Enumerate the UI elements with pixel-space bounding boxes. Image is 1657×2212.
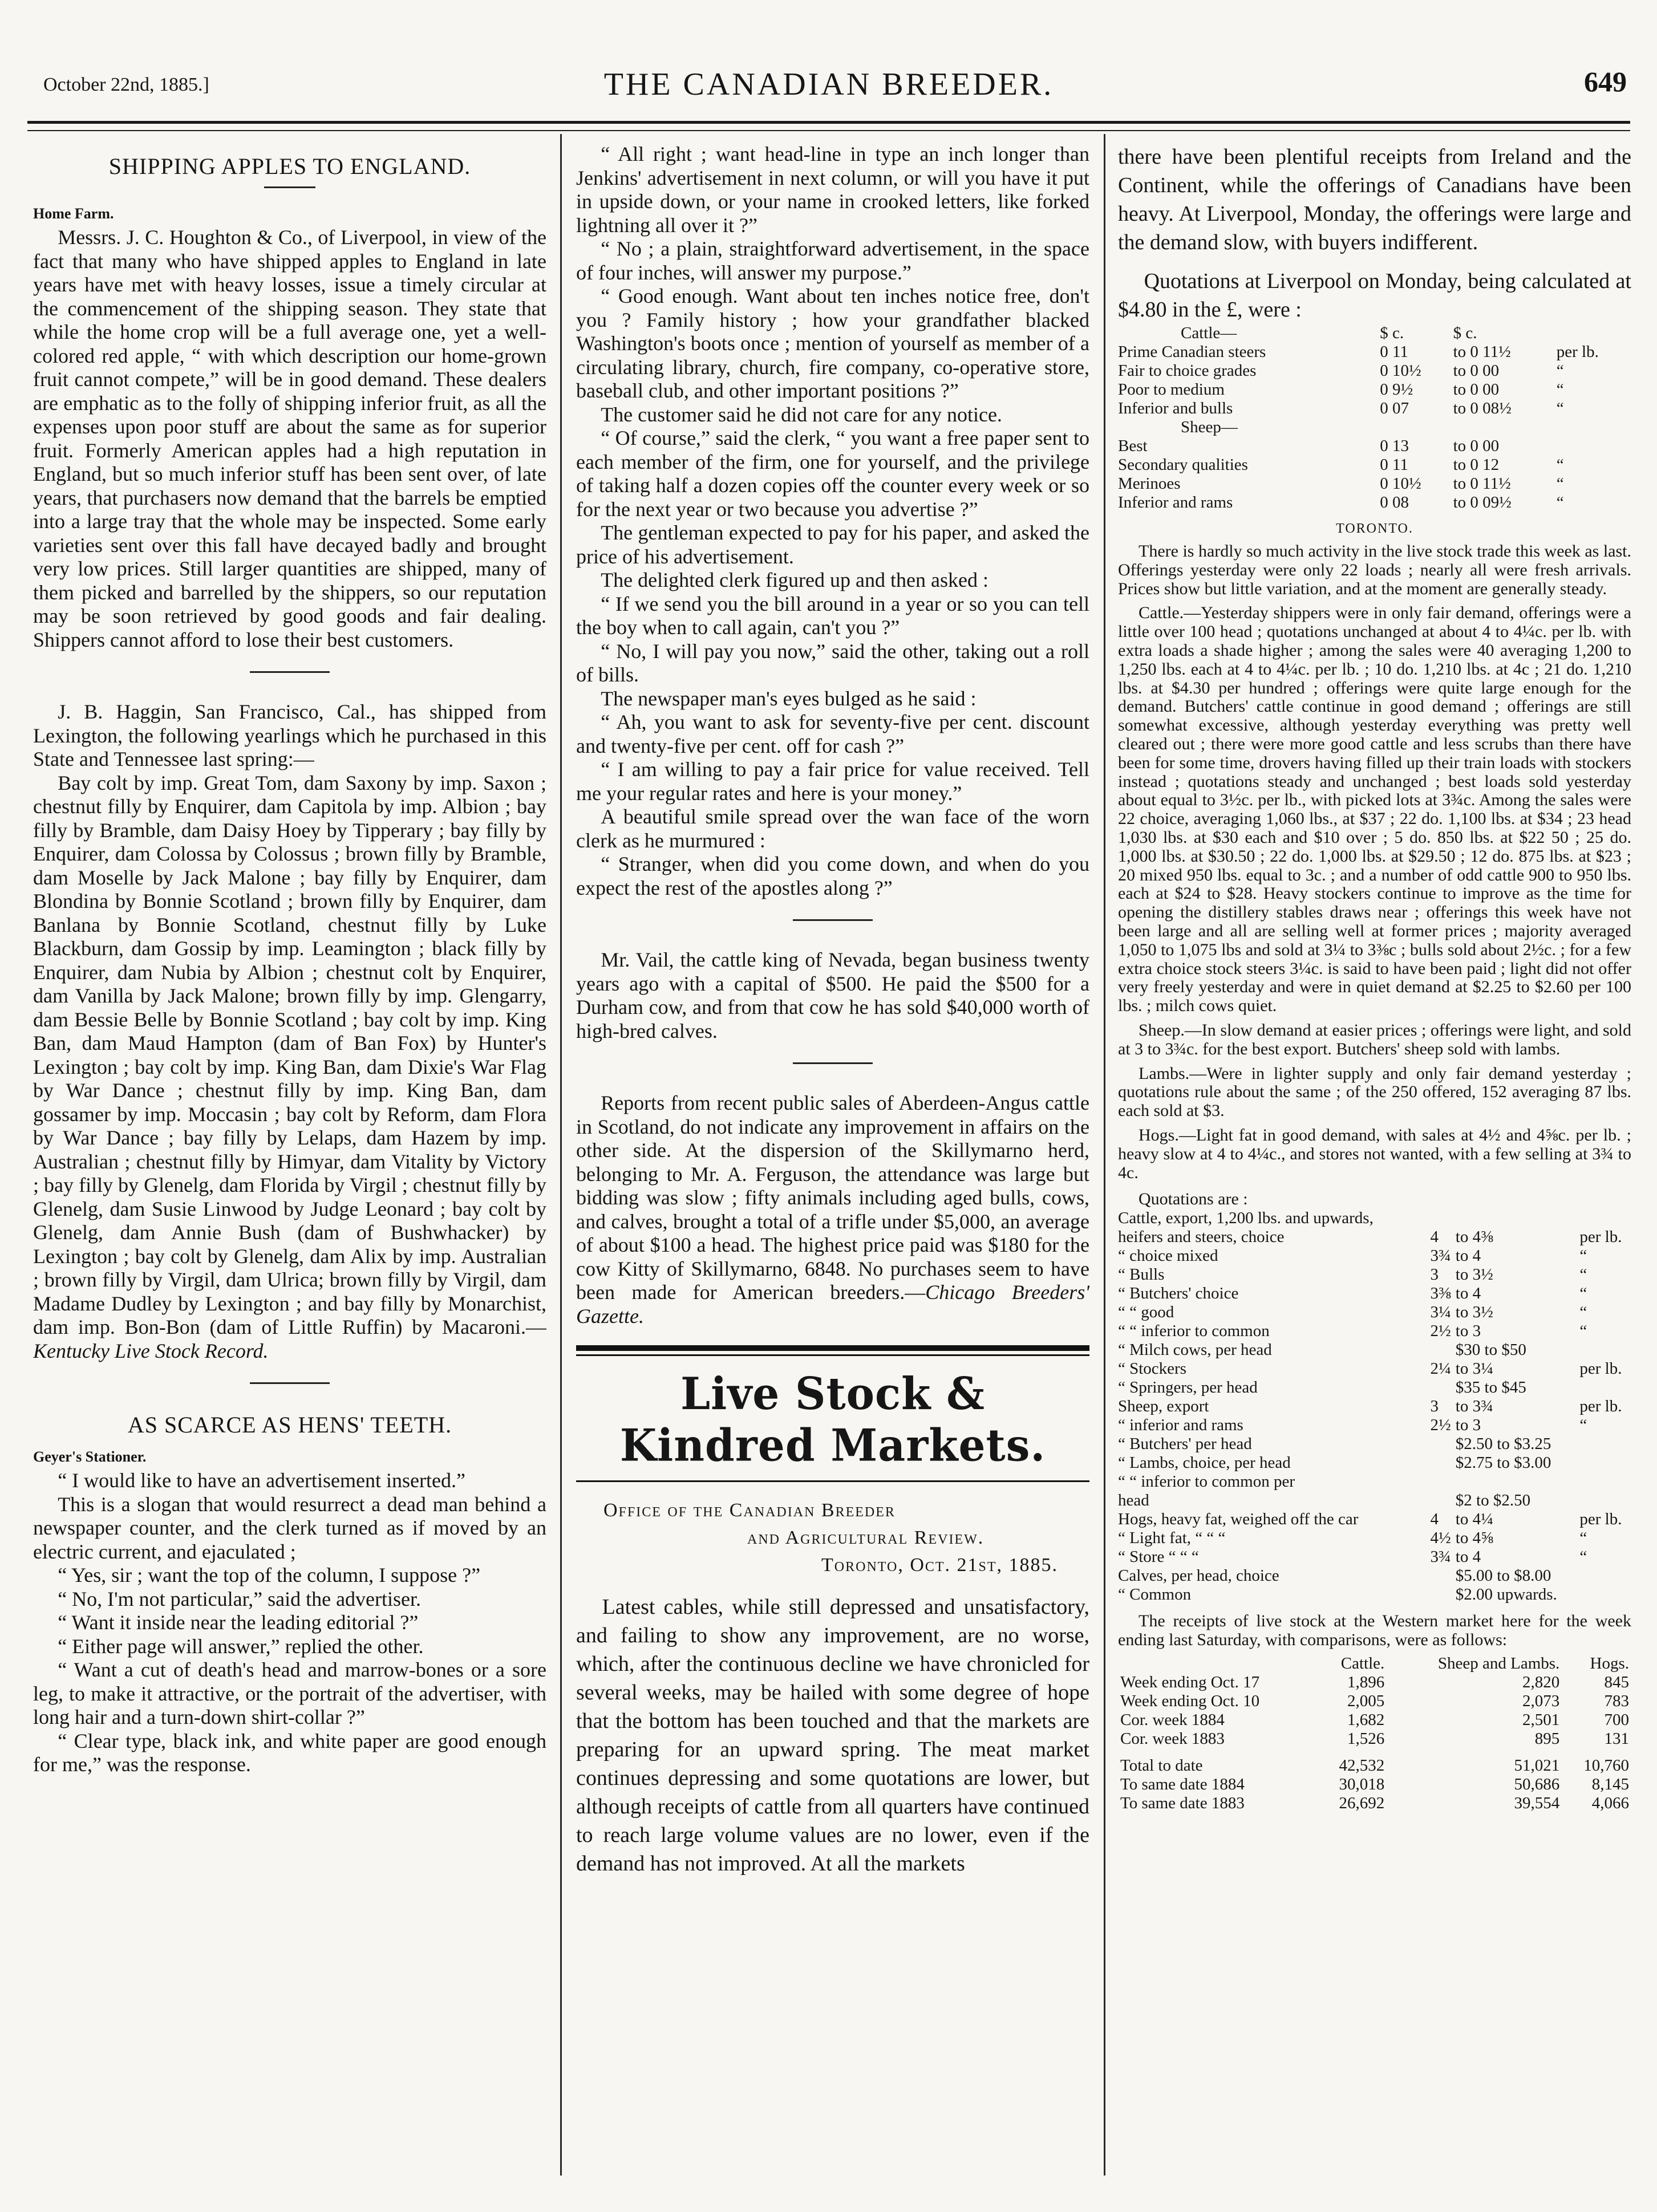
- table-cell: [1430, 1341, 1455, 1359]
- table-row: [1118, 1378, 1631, 1397]
- table-cell: “: [1556, 380, 1564, 399]
- article-paragraph: there have been plentiful receipts from Ireland and the Continent, while the offerings of Canadians have been heavy. At Liverpool, Monday, the offerings were large and the demand slow, with buyers indifferent.: [1118, 145, 1631, 254]
- table-row: [1118, 1585, 1631, 1604]
- column-divider: [560, 134, 562, 2176]
- table-cell: to 0 00: [1453, 362, 1500, 380]
- column-1: [33, 143, 546, 2173]
- table-cell: “: [1556, 399, 1564, 417]
- table-cell: “: [1556, 456, 1564, 474]
- article-source: Home Farm.: [33, 205, 114, 222]
- table-cell: Cattle, export, 1,200 lbs. and upwards,: [1118, 1209, 1374, 1228]
- table-cell: 3: [1430, 1397, 1439, 1416]
- table-cell: 1,526: [1347, 1729, 1385, 1748]
- table-cell: 3¾: [1430, 1247, 1451, 1265]
- table-cell: $ c.: [1453, 324, 1477, 342]
- table-row: [1118, 1673, 1631, 1692]
- article-paragraph: Latest cables, while still depressed and unsatisfactory, and failing to show any improvement, are no worse, which, after the continuous decline we have chronicled for several weeks, may be hailed with some degree of hope that the bottom has been touched and that the markets are preparing for an upward spring. The meat market continues depressing and some quotations are lower, but although receipts of cattle from all quarters have continued to reach large volume values are no lower, even if the demand has not improved. At all the markets: [576, 1595, 1089, 1876]
- table-cell: to 0 12: [1453, 456, 1500, 474]
- article-paragraph: [33, 772, 546, 1363]
- section-rule: [250, 1382, 330, 1384]
- table-cell: to 0 09½: [1453, 493, 1512, 512]
- table-cell: “: [1579, 1548, 1587, 1566]
- table-cell: 2,501: [1522, 1710, 1560, 1729]
- table-row: [1118, 1566, 1631, 1585]
- table-cell: [1456, 1209, 1580, 1228]
- table-row: [1118, 1711, 1631, 1730]
- dialogue-line: “ No ; a plain, straightforward advertisement, in the space of four inches, will answer my purpose.”: [576, 237, 1089, 284]
- section-rule: [793, 1062, 873, 1064]
- market-report: There is hardly so much activity in the live stock trade this week as last. Offerings yesterday were only 22 loads ; nearly all were fresh arrivals. Prices show but little variation, and at the moment are generally steady.: [1118, 542, 1631, 598]
- table-cell: [1118, 1654, 1318, 1673]
- table-row: [1118, 1416, 1631, 1435]
- table-cell: “ Springers, per head: [1118, 1378, 1258, 1397]
- table-cell: per lb.: [1579, 1397, 1622, 1416]
- table-cell: Cor. week 1884: [1120, 1710, 1225, 1729]
- table-cell: Inferior and rams: [1118, 493, 1233, 512]
- table-cell: Best: [1118, 437, 1148, 455]
- table-cell: 0 11: [1380, 343, 1408, 361]
- table-cell: “ Butchers' per head: [1118, 1435, 1252, 1454]
- section-heavy-rule: [576, 1345, 1089, 1351]
- dialogue-line: “ Want a cut of death's head and marrow-bones or a sore leg, to make it attractive, or the portrait of the advertiser, with long hair and a turn-down shirt-collar ?”: [33, 1658, 546, 1728]
- table-row: [1118, 456, 1631, 474]
- dialogue-line: The delighted clerk figured up and then asked :: [601, 569, 988, 591]
- table-cell: [1430, 1472, 1455, 1491]
- table-cell: to 0 11½: [1453, 474, 1511, 493]
- table-cell: “: [1579, 1416, 1587, 1435]
- table-cell: 10,760: [1583, 1756, 1629, 1775]
- table-cell: head: [1118, 1491, 1149, 1510]
- table-cell: [1557, 437, 1631, 456]
- table-cell: 3⅜: [1430, 1284, 1451, 1303]
- table-cell: 4½: [1430, 1529, 1451, 1548]
- table-cell: “: [1579, 1529, 1587, 1548]
- article-headline: SHIPPING APPLES TO ENGLAND.: [108, 153, 471, 179]
- table-header-row: [1118, 324, 1631, 343]
- table-cell: to 4: [1455, 1247, 1481, 1265]
- office-line: and Agricultural Review.: [747, 1527, 985, 1548]
- table-cell: [1456, 1472, 1580, 1491]
- table-cell: Merinoes: [1118, 474, 1181, 493]
- table-cell: per lb.: [1556, 343, 1599, 361]
- column-3: [1118, 143, 1631, 2173]
- article-headline: AS SCARCE AS HENS' TEETH.: [127, 1412, 452, 1438]
- table-cell: Sheep, export: [1118, 1397, 1209, 1416]
- table-cell: 895: [1534, 1729, 1560, 1748]
- table-cell: [1430, 1566, 1455, 1585]
- article-paragraph: Messrs. J. C. Houghton & Co., of Liverpool, in view of the fact that many who have shipped apples to England in late years have met with heavy losses, issue a timely circular at the commencement of the shipping season. They state that while the home crop will be a full average one, yet a well-colored red apple, “ with which description our home-grown fruit cannot compete,” will be in good demand. These dealers are emphatic as to the folly of shipping inferior fruit, as all the expenses upon poor stuff are about the same as for superior fruit. Formerly American apples had a high reputation in England, but so much inferior stuff has been sent over, of late years, that purchasers now demand that the barrels be emptied into a large tray that the whole may be inspected. Some early varieties sent over this fall have decayed badly and brought very low prices. Still larger quantities are shipped, many of them picked and barrelled by the shippers, so our reputation may be soon retrieved by good goods and fair dealing. Shippers cannot afford to lose their best customers.: [33, 226, 546, 651]
- table-cell: “ Butchers' choice: [1118, 1284, 1239, 1303]
- table-cell: 0 11: [1380, 456, 1408, 474]
- table-cell: “ Store “ “ “: [1118, 1548, 1199, 1566]
- table-total-row: [1118, 1794, 1631, 1813]
- table-cell: “ Milch cows, per head: [1118, 1341, 1272, 1359]
- table-cell: 0 08: [1380, 493, 1409, 512]
- dialogue-line: “ No, I will pay you now,” said the other, taking out a roll of bills.: [576, 639, 1089, 686]
- table-cell: to 3: [1455, 1322, 1481, 1341]
- table-cell: Cattle.: [1340, 1654, 1385, 1673]
- table-cell: to 3½: [1455, 1265, 1493, 1284]
- table-cell: [1430, 1491, 1455, 1510]
- dialogue-line: “ Want it inside near the leading editorial ?”: [58, 1611, 419, 1634]
- table-row: [1118, 362, 1631, 380]
- table-cell: Fair to choice grades: [1118, 362, 1257, 380]
- table-cell: [1579, 1491, 1631, 1510]
- table-cell: to 3¼: [1455, 1359, 1493, 1378]
- table-cell: 30,018: [1339, 1775, 1385, 1793]
- table-cell: “: [1579, 1265, 1587, 1284]
- table-cell: $2 to $2.50: [1455, 1491, 1531, 1510]
- table-cell: $2.50 to $3.25: [1455, 1435, 1551, 1454]
- table-cell: Sheep and Lambs.: [1437, 1654, 1560, 1673]
- table-cell: “: [1556, 362, 1564, 380]
- table-cell: [1579, 1472, 1631, 1491]
- table-cell: 2¼: [1430, 1359, 1451, 1378]
- table-header-row: [1118, 1654, 1631, 1673]
- markets-section-title: Live Stock & Kindred Markets.: [619, 1368, 1046, 1472]
- table-cell: 4: [1430, 1510, 1439, 1529]
- table-cell: 0 07: [1380, 399, 1409, 417]
- table-row: [1118, 1491, 1631, 1510]
- table-cell: 2,820: [1522, 1673, 1560, 1691]
- dialogue-line: The customer said he did not care for any notice.: [601, 403, 1002, 426]
- article-source: Geyer's Stationer.: [33, 1448, 147, 1465]
- table-cell: $30 to $50: [1455, 1341, 1526, 1359]
- table-cell: $2.75 to $3.00: [1455, 1454, 1551, 1472]
- table-cell: 1,682: [1347, 1710, 1385, 1729]
- table-cell: $35 to $45: [1455, 1378, 1526, 1397]
- dialogue-line: “ I am willing to pay a fair price for value received. Tell me your regular rates and here is your money.”: [576, 758, 1089, 805]
- table-cell: “ Bulls: [1118, 1265, 1165, 1284]
- office-dateline: [576, 1497, 1089, 1579]
- table-cell: 8,145: [1591, 1775, 1629, 1793]
- table-cell: per lb.: [1579, 1510, 1622, 1529]
- table-cell: “: [1579, 1303, 1587, 1322]
- yearlings-list: Bay colt by imp. Great Tom, dam Saxony by imp. Saxon ; chestnut filly by Enquirer, dam Capitola by imp. Albion ; bay filly by Bramble, dam Daisy Hoey by Tipperary ; bay filly by Enquirer, dam Colossa by Colossus ; brown filly by Bramble, dam Moselle by Jack Malone ; bay filly by Enquirer, dam Blondina by Bonnie Scotland ; brown filly by Enquirer, dam Banlana by Bonnie Scotland, chestnut filly by Luke Blackburn, dam Gossip by imp. Leamington ; black filly by Enquirer, dam Nubia by Albion ; chestnut colt by Enquirer, dam Vanilla by Jack Malone; brown filly by imp. Glengarry, dam Bessie Belle by Bonnie Scotland ; bay colt by imp. King Ban, dam Maud Hampton (dam of Ban Fox) by Hunter's Lexington ; bay colt by imp. King Ban, dam Dixie's War Flag by War Dance ; chestnut filly by imp. King Ban, dam gossamer by imp. Moccasin ; bay colt by Reform, dam Flora by War Dance ; bay filly by Lelaps, dam Hazem by imp. Australian ; chestnut filly by Himyar, dam Vitality by Victory ; bay filly by Glenelg, dam Florida by Virgil ; chestnut filly by Glenelg, dam Susie Linwood by Judge Leonard ; bay colt by Glenelg, dam Annie Bush (dam of Bushwhacker) by Lexington ; bay colt by Glenelg, dam Alix by imp. Australian ; brown filly by Virgil, dam Ulrica; brown filly by Virgil, dam Madame Dudley by Lexington ; and bay filly by Monarchist, dam imp. Bon-Bon (dam of Little Ruffin) by Macaroni.—: [33, 771, 546, 1338]
- page-header: [27, 62, 1630, 119]
- table-cell: 0 13: [1380, 437, 1409, 455]
- table-cell: 4,066: [1591, 1793, 1629, 1812]
- table-cell: 50,686: [1514, 1775, 1560, 1793]
- table-row: [1118, 1209, 1631, 1228]
- table-cell: 42,532: [1339, 1756, 1385, 1775]
- table-cell: 3: [1430, 1265, 1439, 1284]
- table-cell: 2½: [1430, 1322, 1451, 1341]
- table-row: [1118, 1303, 1631, 1322]
- subsection-heading: TORONTO.: [1336, 521, 1413, 536]
- table-row: [1118, 399, 1631, 418]
- table-cell: 2,073: [1522, 1691, 1560, 1710]
- toronto-quotations-table: [1118, 1209, 1631, 1604]
- section-thin-rule: [576, 1354, 1089, 1356]
- table-cell: “ “ good: [1118, 1303, 1174, 1322]
- table-row: [1118, 1397, 1631, 1416]
- table-cell: [1430, 1209, 1455, 1228]
- table-cell: 1,896: [1347, 1673, 1385, 1691]
- dialogue-line: “ Clear type, black ink, and white paper are good enough for me,” was the response.: [33, 1729, 546, 1776]
- table-cell: Inferior and bulls: [1118, 399, 1233, 417]
- table-cell: To same date 1883: [1120, 1793, 1245, 1812]
- issue-date: October 22nd, 1885.]: [43, 74, 209, 95]
- article-paragraph: Mr. Vail, the cattle king of Nevada, began business twenty years ago with a capital of $500. He paid the $500 for a Durham cow, and from that cow he has sold $40,000 worth of high-bred calves.: [576, 948, 1089, 1042]
- header-rule: [27, 121, 1630, 124]
- table-cell: 845: [1604, 1673, 1629, 1691]
- table-cell: Prime Canadian steers: [1118, 343, 1266, 361]
- table-cell: Poor to medium: [1118, 380, 1225, 399]
- table-cell: [1430, 1585, 1455, 1604]
- page-number: 649: [1584, 66, 1627, 98]
- receipts-table: [1118, 1654, 1631, 1813]
- table-cell: to 4: [1455, 1548, 1481, 1566]
- table-cell: Hogs.: [1590, 1654, 1629, 1673]
- table-cell: “: [1579, 1322, 1587, 1341]
- table-row: [1118, 474, 1631, 493]
- table-cell: per lb.: [1579, 1359, 1622, 1378]
- table-cell: “ Lambs, choice, per head: [1118, 1454, 1291, 1472]
- table-cell: 39,554: [1514, 1793, 1560, 1812]
- table-cell: to 0 08½: [1453, 399, 1512, 417]
- table-row: [1118, 343, 1631, 362]
- table-cell: 0 10½: [1380, 362, 1421, 380]
- dialogue-line: The newspaper man's eyes bulged as he said :: [601, 687, 977, 710]
- table-row: [1118, 1730, 1631, 1748]
- table-cell: 2,005: [1347, 1691, 1385, 1710]
- table-cell: 131: [1604, 1729, 1629, 1748]
- dialogue-line: “ Ah, you want to ask for seventy-five per cent. discount and twenty-five per cent. off for cash ?”: [576, 711, 1089, 757]
- table-cell: 0 9½: [1380, 380, 1413, 399]
- table-cell: heifers and steers, choice: [1118, 1228, 1285, 1247]
- table-row: [1118, 1284, 1631, 1303]
- source-citation: Kentucky Live Stock Record.: [33, 1339, 269, 1362]
- table-row: [1118, 1472, 1631, 1491]
- table-cell: 700: [1604, 1710, 1629, 1729]
- table-cell: To same date 1884: [1120, 1775, 1245, 1793]
- table-cell: [1579, 1341, 1631, 1359]
- table-cell: per lb.: [1579, 1228, 1622, 1247]
- table-cell: to 0 00: [1453, 380, 1500, 399]
- dialogue-line: “ Yes, sir ; want the top of the column, I suppose ?”: [58, 1564, 481, 1586]
- table-cell: 3¾: [1430, 1548, 1451, 1566]
- section-rule: [793, 919, 873, 921]
- header-rule-thin: [27, 130, 1630, 131]
- table-cell: $2.00 upwards.: [1455, 1585, 1557, 1604]
- section-thin-rule: [576, 1480, 1089, 1482]
- dialogue-line: “ No, I'm not particular,” said the advertiser.: [58, 1587, 422, 1610]
- table-row: [1118, 1692, 1631, 1711]
- dialogue-line: “ If we send you the bill around in a year or so you can tell the boy when to call again, can't you ?”: [576, 592, 1089, 639]
- table-cell: Cor. week 1883: [1120, 1729, 1225, 1748]
- article-paragraph: J. B. Haggin, San Francisco, Cal., has shipped from Lexington, the following yearlings which he purchased in this State and Tennessee last spring:—: [33, 700, 546, 770]
- dialogue-line: A beautiful smile spread over the wan face of the worn clerk as he murmured :: [576, 805, 1089, 852]
- table-cell: to 3: [1455, 1416, 1481, 1435]
- table-row: [1118, 493, 1631, 512]
- liverpool-quotations-table: [1118, 324, 1631, 512]
- table-cell: Hogs, heavy fat, weighed off the car: [1118, 1510, 1359, 1529]
- table-cell: [1579, 1585, 1631, 1604]
- table-row: [1118, 1247, 1631, 1265]
- column-2: [576, 143, 1089, 2173]
- column-divider: [1104, 134, 1105, 2176]
- table-row: [1118, 1341, 1631, 1359]
- table-cell: [1430, 1454, 1455, 1472]
- table-cell: “ Light fat, “ “ “: [1118, 1529, 1226, 1548]
- receipts-intro: The receipts of live stock at the Western market here for the week ending last Saturday, with comparisons, were as follows:: [1118, 1612, 1631, 1649]
- table-cell: $ c.: [1380, 324, 1404, 342]
- aberdeen-report: Reports from recent public sales of Aberdeen-Angus cattle in Scotland, do not indicate any improvement in affairs on the other side. At the dispersion of the Skillymarno herd, belonging to Mr. A. Ferguson, the attendance was large but bidding was slow ; fifty animals including aged bulls, cows, and calves, brought a total of a trifle under $5,000, an average of about $100 a head. The highest price paid was $180 for the cow Kitty of Skillymarno, 6848. No purchases seem to have been made for American breeders.—: [576, 1091, 1089, 1304]
- headline-rule: [264, 186, 315, 188]
- table-cell: 51,021: [1514, 1756, 1560, 1775]
- table-row: [1118, 1435, 1631, 1454]
- table-cell: Secondary qualities: [1118, 456, 1248, 474]
- table-row: [1118, 1548, 1631, 1566]
- table-cell: 4: [1430, 1228, 1439, 1247]
- table-row: [1118, 1454, 1631, 1472]
- table-cell: “ “ inferior to common per: [1118, 1472, 1295, 1491]
- masthead-title: THE CANADIAN BREEDER.: [603, 67, 1054, 102]
- table-cell: “: [1556, 493, 1564, 512]
- dialogue-line: “ Either page will answer,” replied the other.: [58, 1634, 424, 1658]
- table-cell: [1430, 1435, 1455, 1454]
- table-cell: to 4⅜: [1455, 1228, 1493, 1247]
- table-cell: to 4: [1455, 1284, 1481, 1303]
- table-cell: [1579, 1209, 1631, 1228]
- dialogue-line: “ Stranger, when did you come down, and when do you expect the rest of the apostles along ?”: [576, 853, 1089, 899]
- table-cell: $5.00 to $8.00: [1455, 1566, 1551, 1585]
- table-cell: “ Stockers: [1118, 1359, 1186, 1378]
- market-report: Lambs.—Were in lighter supply and only fair demand yesterday ; quotations rule about the same ; of the 250 offered, 152 averaging 87 lbs. each sold at $3.: [1118, 1064, 1631, 1121]
- table-header-row: [1118, 418, 1631, 437]
- dialogue-line: The gentleman expected to pay for his paper, and asked the price of his advertisement.: [576, 521, 1089, 568]
- source-citation: Chicago Breeders' Gazette.: [576, 1281, 1089, 1328]
- table-cell: “: [1556, 474, 1564, 493]
- table-cell: to 3½: [1455, 1303, 1493, 1322]
- dialogue-line: “ All right ; want head-line in type an inch longer than Jenkins' advertisement in next column, or will you have it put in upside down, or your name in crooked letters, like forked lightning all over it ?”: [576, 143, 1089, 237]
- market-report: Cattle.—Yesterday shippers were in only fair demand, offerings were a little over 100 head ; quotations unchanged at about 4 to 4¼c. per lb. with extra loads a shade higher ; among the sales were 40 averaging 1,200 to 1,250 lbs. each at 4 to 4¼c. per lb. ; 10 do. 1,210 lbs. at 4c ; 21 do. 1,210 lbs. at $4.30 per hundred ; offerings were quite large enough for the demand. Butchers' cattle continue in good demand ; offerings are still somewhat excessive, although yesterday everything was pretty well cleared out ; there were more good cattle and less scrubs than there have been for some time, drovers having filled up their train loads with stockers instead ; quotations steady and unchanged ; best loads sold yesterday about equal to 3½c. per lb., with picked lots at 3¾c. Among the sales were 22 choice, averaging 1,060 lbs., at $37 ; 22 do. 1,100 lbs. at $34 ; 23 head 1,030 lbs. at $30 each and $10 over ; 5 do. 850 lbs. at $22 50 ; 25 do. 1,000 lbs. at $30.50 ; 22 do. 1,000 lbs. at $29.50 ; 12 do. 875 lbs. at $23 ; 20 mixed 950 lbs. equal to 3c. ; and a number of odd cattle 900 to 950 lbs. each at $24 to $28. Heavy stockers continue to improve as the time for opening the distillery stables draws near ; offerings this week have not been large and all are selling well at former prices ; majority averaged 1,050 to 1,075 lbs and sold at 3¼ to 3⅜c ; bulls sold about 2½c. ; for a few extra choice stock steers 3¼c. is said to have been paid ; light did not offer very freely yesterday and were in quiet demand at $2.25 to $2.60 per 100 lbs. ; milch cows quiet.: [1118, 603, 1631, 1016]
- table-cell: 783: [1604, 1691, 1629, 1710]
- table-cell: to 0 11½: [1453, 343, 1511, 361]
- table-cell: Cattle—: [1181, 324, 1237, 342]
- table-cell: Week ending Oct. 10: [1120, 1691, 1260, 1710]
- table-cell: “: [1579, 1247, 1587, 1265]
- table-row: [1118, 1359, 1631, 1378]
- office-line: Toronto, Oct. 21st, 1885.: [821, 1555, 1059, 1576]
- dialogue-line: “ I would like to have an advertisement inserted.”: [58, 1469, 465, 1492]
- table-cell: Sheep—: [1181, 418, 1238, 436]
- table-row: [1118, 380, 1631, 399]
- article-paragraph: Quotations at Liverpool on Monday, being calculated at $4.80 in the £, were :: [1118, 269, 1631, 322]
- article-paragraph: [576, 1091, 1089, 1328]
- office-line: Office of the Canadian Breeder: [603, 1500, 896, 1521]
- quotations-label: Quotations are :: [1139, 1190, 1248, 1209]
- section-rule: [250, 671, 330, 673]
- market-report: Hogs.—Light fat in good demand, with sales at 4½ and 4⅝c. per lb. ; heavy slow at 4 to 4¼c., and stores not wanted, with a few selling at 3¾ to 4c.: [1118, 1125, 1631, 1182]
- table-row: [1118, 1265, 1631, 1284]
- table-cell: Total to date: [1120, 1756, 1203, 1775]
- dialogue-line: This is a slogan that would resurrect a dead man behind a newspaper counter, and the clerk turned as if moved by an electric current, and ejaculated ;: [33, 1492, 546, 1563]
- table-cell: “: [1579, 1284, 1587, 1303]
- table-row: [1118, 1228, 1631, 1247]
- table-cell: [1579, 1566, 1631, 1585]
- table-row: [1118, 1510, 1631, 1529]
- dialogue-line: “ Of course,” said the clerk, “ you want a free paper sent to each member of the firm, one for yourself, and the privilege of taking half a dozen copies off the counter every week or so for the next year or two because you advertise ?”: [576, 427, 1089, 521]
- table-cell: “ Common: [1118, 1585, 1192, 1604]
- table-cell: [1430, 1378, 1455, 1397]
- dialogue-line: “ Good enough. Want about ten inches notice free, don't you ? Family history ; how your grandfather blacked Washington's boots once ; mention of yourself as member of a circulating library, church, fire company, co-operative store, baseball club, and other important positions ?”: [576, 285, 1089, 402]
- table-cell: “ “ inferior to common: [1118, 1322, 1270, 1341]
- table-cell: to 4¼: [1455, 1510, 1493, 1529]
- table-total-row: [1118, 1775, 1631, 1794]
- table-cell: [1579, 1454, 1631, 1472]
- table-row: [1118, 1322, 1631, 1341]
- table-row: [1118, 1529, 1631, 1548]
- table-cell: 0 10½: [1380, 474, 1421, 493]
- table-cell: to 3¾: [1455, 1397, 1493, 1416]
- table-cell: 2½: [1430, 1416, 1451, 1435]
- table-cell: Calves, per head, choice: [1118, 1566, 1279, 1585]
- table-cell: 26,692: [1339, 1793, 1385, 1812]
- table-cell: Week ending Oct. 17: [1120, 1673, 1260, 1691]
- table-cell: to 0 00: [1453, 437, 1500, 455]
- table-row: [1118, 437, 1631, 456]
- table-cell: “ choice mixed: [1118, 1247, 1218, 1265]
- table-cell: to 4⅝: [1455, 1529, 1493, 1548]
- market-report: Sheep.—In slow demand at easier prices ; offerings were light, and sold at 3 to 3¾c. for the best export. Butchers' sheep sold with lambs.: [1118, 1020, 1631, 1058]
- table-cell: [1579, 1378, 1631, 1397]
- table-total-row: [1118, 1756, 1631, 1775]
- table-cell: 3¼: [1430, 1303, 1451, 1322]
- table-cell: [1579, 1435, 1631, 1454]
- table-cell: “ inferior and rams: [1118, 1416, 1243, 1435]
